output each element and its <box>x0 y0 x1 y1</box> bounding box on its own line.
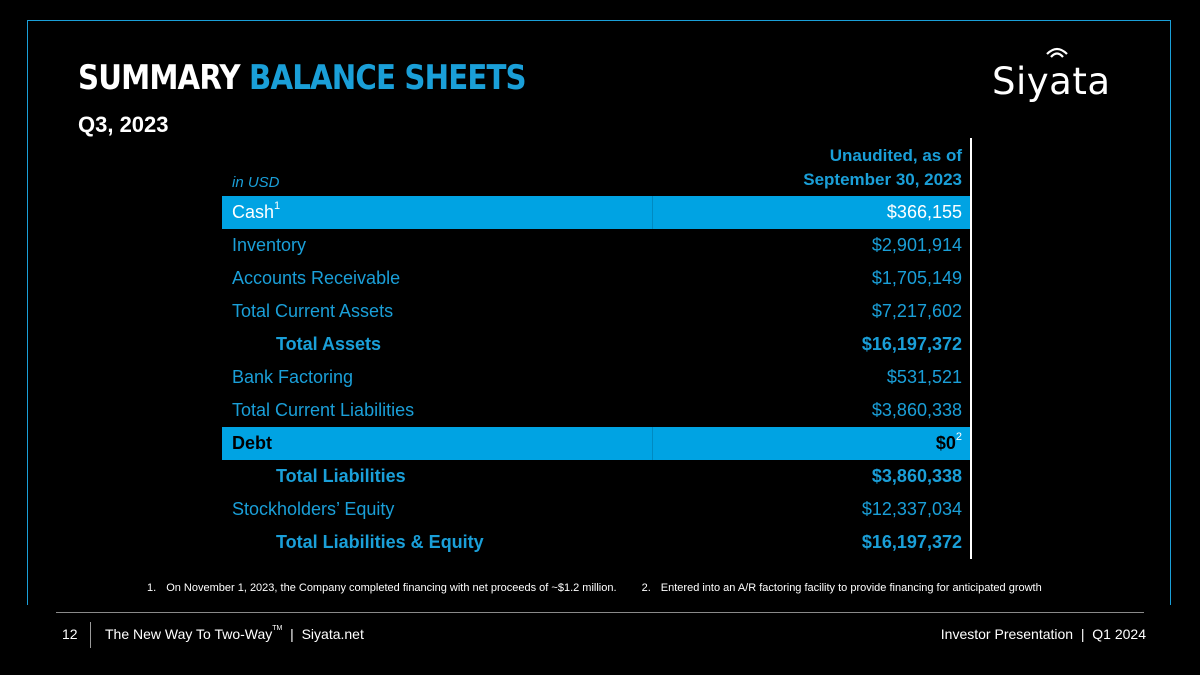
footnote-ref-2: 2 <box>955 431 962 443</box>
footnote-1-text: On November 1, 2023, the Company completed financing with net proceeds of ~$1.2 million. <box>166 582 617 594</box>
row-value: $1,705,149 <box>871 268 962 288</box>
footnote-ref-1: 1 <box>274 200 281 212</box>
footer-separator <box>90 622 91 648</box>
table-row-inventory <box>222 229 970 262</box>
title-white-part: SUMMARY <box>78 58 240 98</box>
footnotes <box>147 582 1042 594</box>
unit-label: in USD <box>232 174 280 191</box>
row-label: Inventory <box>232 235 307 255</box>
table-row-stockholders-equity <box>222 493 970 526</box>
row-label: Total Liabilities & Equity <box>276 532 484 552</box>
column-header <box>803 144 962 192</box>
table-header <box>222 138 970 196</box>
row-label: Total Liabilities <box>276 466 406 486</box>
siyata-logo <box>992 44 1122 104</box>
row-value: $12,337,034 <box>861 499 962 519</box>
row-label: Accounts Receivable <box>232 268 401 288</box>
footnote-2-number: 2. <box>641 582 651 594</box>
table-row-debt <box>222 427 970 460</box>
row-value: $2,901,914 <box>871 235 962 255</box>
row-value: $366,155 <box>886 202 962 222</box>
row-value: $3,860,338 <box>871 466 962 486</box>
slide-title <box>78 58 526 98</box>
row-value: $531,521 <box>886 367 962 387</box>
column-header-line2: September 30, 2023 <box>803 170 962 189</box>
row-value: $16,197,372 <box>861 532 962 552</box>
table-row-bank-factoring <box>222 361 970 394</box>
footer-divider <box>56 612 1144 613</box>
table-row-accounts-receivable <box>222 262 970 295</box>
row-value: $16,197,372 <box>861 334 962 354</box>
footer-presentation-label: Investor Presentation | Q1 2024 <box>940 626 1146 642</box>
balance-sheet-table <box>222 138 972 559</box>
row-label: Stockholders’ Equity <box>232 499 395 519</box>
row-label: Bank Factoring <box>232 367 354 387</box>
column-header-line1: Unaudited, as of <box>829 146 962 165</box>
row-label: Total Current Assets <box>232 301 394 321</box>
row-label: Total Assets <box>276 334 382 354</box>
logo-text: Siyata <box>992 60 1111 103</box>
footnote-2-text: Entered into an A/R factoring facility to provide financing for anticipated growth <box>660 582 1042 594</box>
row-label: Total Current Liabilities <box>232 400 415 420</box>
row-value: $\$0^2$ <box>935 431 962 453</box>
row-value: $7,217,602 <box>871 301 962 321</box>
table-row-total-current-liabilities <box>222 394 970 427</box>
table-row-total-liabilities <box>222 460 970 493</box>
title-blue-part: BALANCE SHEETS <box>249 58 526 98</box>
footnote-1-number: 1. <box>147 582 157 594</box>
slide-subtitle: Q3, 2023 <box>78 112 169 137</box>
row-label: Debt <box>232 433 272 453</box>
table-row-total-liabilities-equity <box>222 526 970 559</box>
row-label: Cash$^1$ <box>232 200 281 222</box>
signal-waves-icon <box>1044 44 1070 60</box>
table-row-cash <box>222 196 970 229</box>
table-row-total-assets <box>222 328 970 361</box>
page-number: 12 <box>62 626 78 642</box>
table-row-total-current-assets <box>222 295 970 328</box>
row-value: $3,860,338 <box>871 400 962 420</box>
footer-tagline: The New Way To Two-Way™ | Siyata.net <box>105 625 364 642</box>
trademark-mark: TM <box>272 625 283 632</box>
